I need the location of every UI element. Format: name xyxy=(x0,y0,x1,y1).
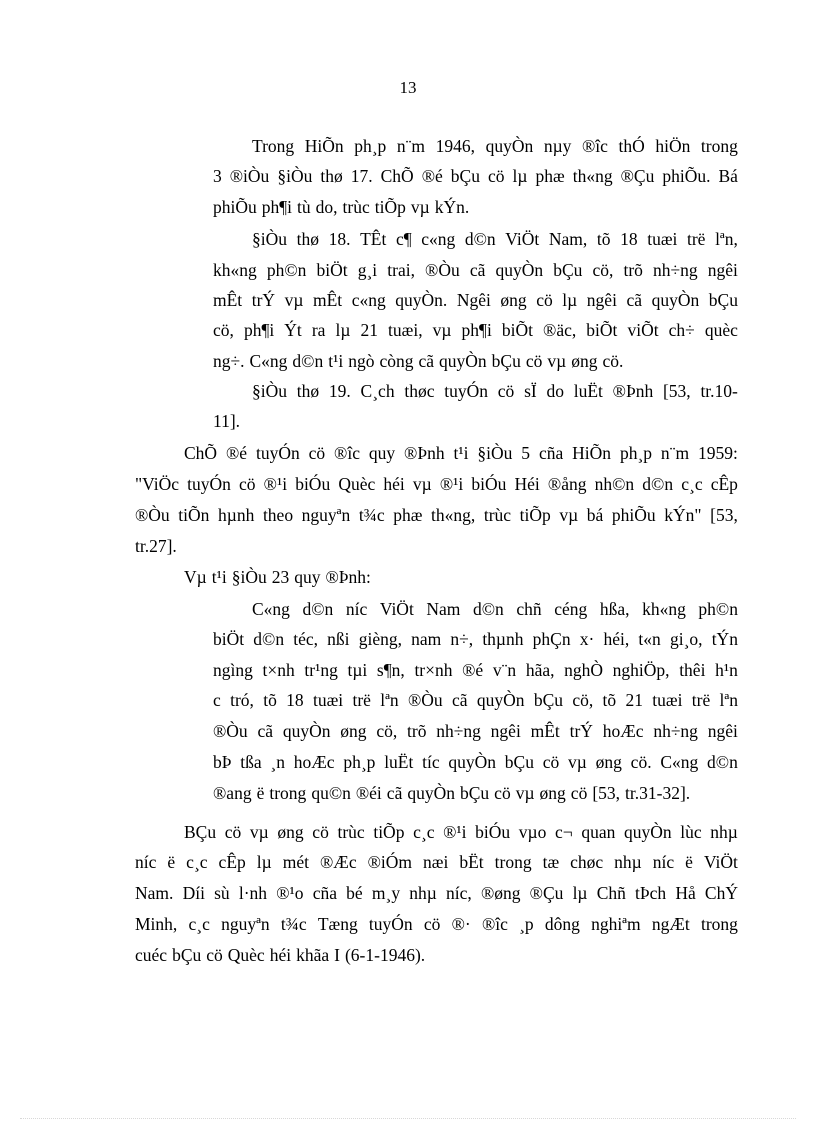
text-line: "ViÖc tuyÓn cö ®¹i biÓu Quèc héi vµ ®¹i biÓu Héi ®ång nh©n d©n c¸c cÊp xyxy=(135,474,738,494)
text-line: níc ë c¸c cÊp lµ mét ®Æc ®iÓm næi bËt trong tæ chøc nhµ níc ë ViÖt xyxy=(135,852,738,872)
text-line: C«ng d©n níc ViÖt Nam d©n chñ céng hßa, kh«ng ph©n xyxy=(252,599,738,619)
text-line: biÖt d©n téc, nßi gièng, nam n÷, thµnh phÇn x· héi, t«n gi¸o, tÝn xyxy=(213,629,738,649)
text-line: ChÕ ®é tuyÓn cö ®îc quy ®Þnh t¹i §iÒu 5 cña HiÕn ph¸p n¨m 1959: xyxy=(184,443,738,463)
text-line: ®Òu cã quyÒn øng cö, trõ nh÷ng ngêi mÊt trÝ hoÆc nh÷ng ngêi xyxy=(213,721,738,741)
text-line: ®Òu tiÕn hµnh theo nguyªn t¾c phæ th«ng, trùc tiÕp vµ bá phiÕu kÝn" [53, xyxy=(135,505,738,525)
text-line: §iÒu thø 19. C¸ch thøc tuyÓn cö sÏ do luËt ®Þnh [53, tr.10- xyxy=(252,381,738,401)
text-line: ®ang ë trong qu©n ®éi cã quyÒn bÇu cö vµ øng cö [53, tr.31-32]. xyxy=(213,783,691,803)
text-line: cö, ph¶i Ýt ra lµ 21 tuæi, vµ ph¶i biÕt ®äc, biÕt viÕt ch÷ quèc xyxy=(213,320,738,340)
text-line: bÞ tßa ¸n hoÆc ph¸p luËt tíc quyÒn bÇu cö vµ øng cö. C«ng d©n xyxy=(213,752,738,772)
text-line: Nam. Díi sù l·nh ®¹o cña bé m¸y nhµ níc, ®øng ®Çu lµ Chñ tÞch Hå ChÝ xyxy=(135,883,738,903)
text-line: ngìng t×nh tr¹ng tµi s¶n, tr×nh ®é v¨n hãa, nghÒ nghiÖp, thêi h¹n xyxy=(213,660,738,680)
text-line: ng÷. C«ng d©n t¹i ngò còng cã quyÒn bÇu cö vµ øng cö. xyxy=(213,351,624,371)
text-line: BÇu cö vµ øng cö trùc tiÕp c¸c ®¹i biÓu vµo c¬ quan quyÒn lùc nhµ xyxy=(184,822,738,842)
text-line: Trong HiÕn ph¸p n¨m 1946, quyÒn nµy ®îc thÓ hiÖn trong xyxy=(252,136,738,156)
text-line: mÊt trÝ vµ mÊt c«ng quyÒn. Ngêi øng cö lµ ngêi cã quyÒn bÇu xyxy=(213,290,738,310)
text-line: tr.27]. xyxy=(135,536,177,556)
text-line: phiÕu ph¶i tù do, trùc tiÕp vµ kÝn. xyxy=(213,197,470,217)
text-line: kh«ng ph©n biÖt g¸i trai, ®Òu cã quyÒn bÇu cö, trõ nh÷ng ngêi xyxy=(213,260,738,280)
text-line: Vµ t¹i §iÒu 23 quy ®Þnh: xyxy=(184,567,371,587)
page-number: 13 xyxy=(399,78,417,97)
text-line: 11]. xyxy=(213,411,241,431)
text-line: Minh, c¸c nguyªn t¾c Tæng tuyÓn cö ®· ®îc ¸p dông nghiªm ngÆt trong xyxy=(135,914,738,934)
text-line: c tró, tõ 18 tuæi trë lªn ®Òu cã quyÒn bÇu cö, tõ 21 tuæi trë lªn xyxy=(213,690,738,710)
bottom-dotted-border xyxy=(20,1118,796,1119)
text-line: 3 ®iÒu §iÒu thø 17. ChÕ ®é bÇu cö lµ phæ th«ng ®Çu phiÕu. Bá xyxy=(213,166,738,186)
text-line: §iÒu thø 18. TÊt c¶ c«ng d©n ViÖt Nam, tõ 18 tuæi trë lªn, xyxy=(252,229,738,249)
text-line: cuéc bÇu cö Quèc héi khãa I (6-1-1946). xyxy=(135,945,426,965)
